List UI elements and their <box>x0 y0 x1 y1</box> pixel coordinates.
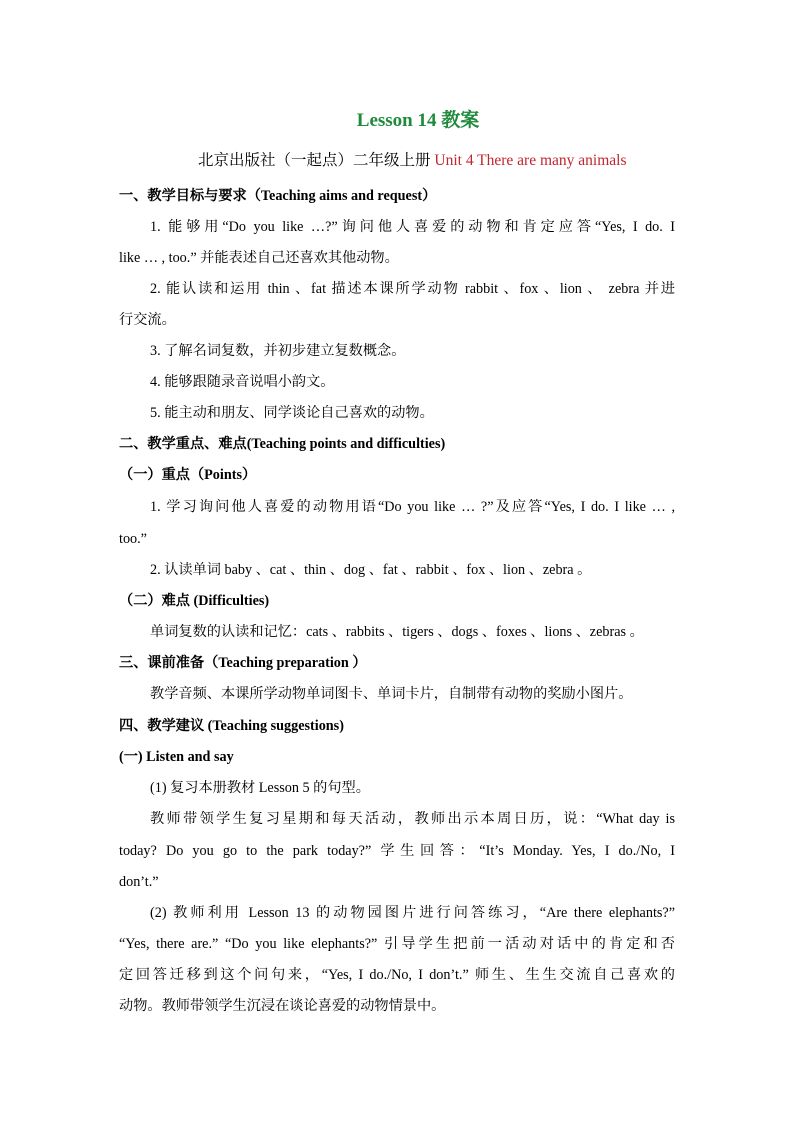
step-1-title: (1) 复习本册教材 Lesson 5 的句型。 <box>150 780 370 796</box>
step-1-paragraph-line-1: 教师带领学生复习星期和每天活动，教师出示本周日历，说：“What day is <box>150 811 675 827</box>
difficulties-subheading: （二）难点 (Difficulties) <box>119 593 270 609</box>
section-4-heading: 四、教学建议 (Teaching suggestions) <box>119 718 344 734</box>
section-1-heading: 一、教学目标与要求（Teaching aims and request） <box>119 188 437 204</box>
preparation-text: 教学音频、本课所学动物单词图卡、单词卡片，自制带有动物的奖励小图片。 <box>150 686 633 702</box>
aim-5: 5. 能主动和朋友、同学谈论自己喜欢的动物。 <box>150 405 434 421</box>
difficulty-1: 单词复数的认读和记忆：cats 、rabbits 、tigers 、dogs 、foxes 、lions 、zebras 。 <box>150 624 644 640</box>
step-2-line-2: “Yes, there are.” “Do you like elephants?” 引导学生把前一活动对话中的肯定和否 <box>119 936 675 952</box>
step-2-line-1: (2) 教师利用 Lesson 13 的动物园图片进行问答练习，“Are there elephants?” <box>150 905 675 921</box>
aim-3: 3. 了解名词复数，并初步建立复数概念。 <box>150 343 406 359</box>
page-subtitle <box>198 148 627 170</box>
publisher-info: 北京出版社（一起点）二年级上册 <box>198 152 435 169</box>
page-title: Lesson 14 教案 <box>356 110 480 131</box>
point-1-line-2: too.” <box>119 531 147 547</box>
point-2: 2. 认读单词 baby 、cat 、thin 、dog 、fat 、rabbit 、fox 、lion 、zebra 。 <box>150 562 592 578</box>
aim-2-line-2: 行交流。 <box>119 312 176 328</box>
aim-2-line-1: 2. 能认读和运用 thin 、fat 描述本课所学动物 rabbit 、fox 、lion 、 zebra 并进 <box>150 281 675 297</box>
section-3-heading: 三、课前准备（Teaching preparation ） <box>119 655 367 671</box>
aim-1-line-1: 1. 能够用“Do you like …?”询问他人喜爱的动物和肯定应答“Yes, I do. I <box>150 219 675 235</box>
step-1-paragraph-line-2: today? Do you go to the park today?” 学生回答：“It’s Monday. Yes, I do./No, I <box>119 843 675 859</box>
section-2-heading: 二、教学重点、难点(Teaching points and difficulties) <box>119 436 446 452</box>
step-2-line-3: 定回答迁移到这个问句来，“Yes, I do./No, I don’t.” 师生、生生交流自己喜欢的 <box>119 967 675 983</box>
step-2-line-4: 动物。教师带领学生沉浸在谈论喜爱的动物情景中。 <box>119 998 446 1014</box>
listen-and-say-subheading: (一) Listen and say <box>119 749 234 765</box>
unit-title: Unit 4 There are many animals <box>434 152 627 169</box>
aim-1-line-2: like … , too.” 并能表述自己还喜欢其他动物。 <box>119 250 399 266</box>
points-subheading: （一）重点（Points） <box>119 467 257 483</box>
step-1-paragraph-line-3: don’t.” <box>119 874 159 890</box>
point-1-line-1: 1. 学习询问他人喜爱的动物用语“Do you like … ?”及应答“Yes, I do. I like … , <box>150 499 675 515</box>
aim-4: 4. 能够跟随录音说唱小韵文。 <box>150 374 335 390</box>
